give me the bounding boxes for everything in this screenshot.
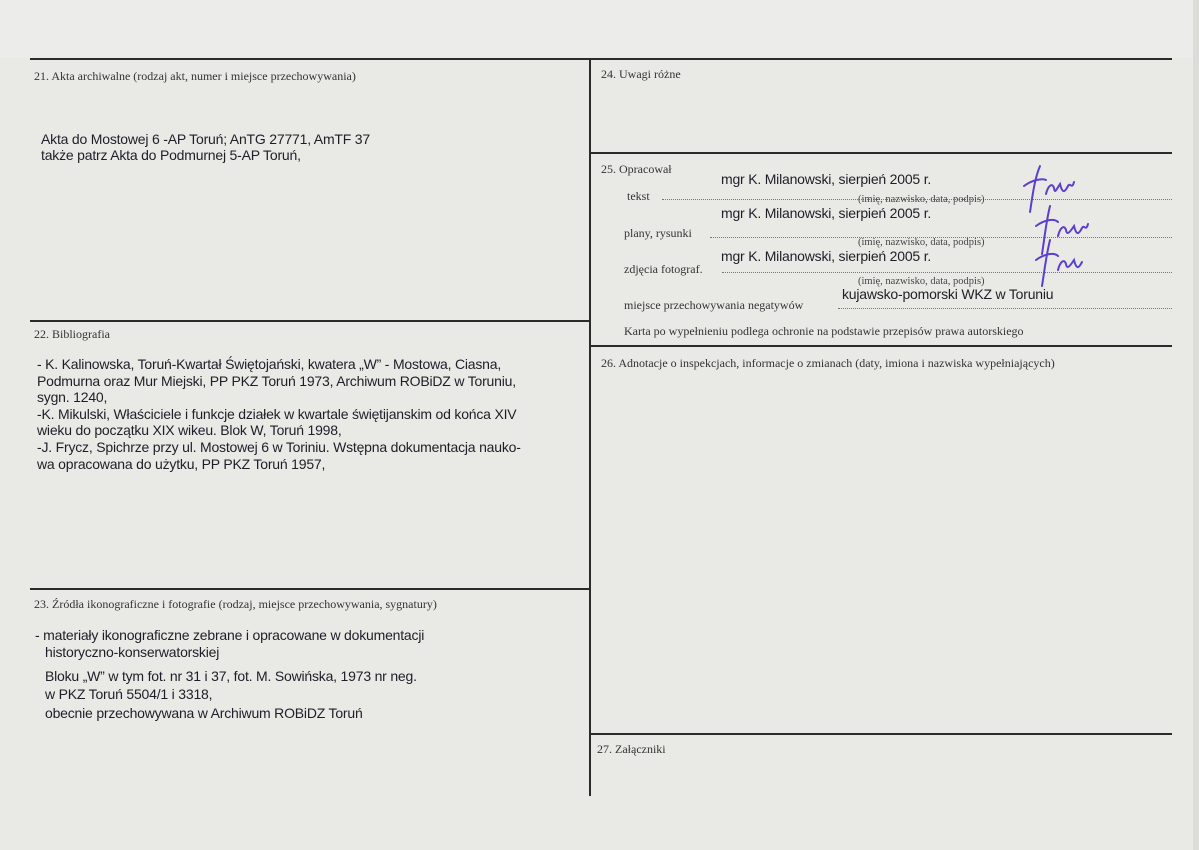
row-zdjecia-label: zdjęcia fotograf. [624, 262, 703, 276]
row-tekst-value: mgr K. Milanowski, sierpień 2005 r. [721, 171, 932, 187]
signature-mark-3 [1028, 236, 1100, 288]
section-23-line-1: - materiały ikonograficzne zebrane i opracowane w dokumentacji [35, 627, 425, 643]
row-zdjecia-line [722, 272, 1172, 273]
negatives-line [838, 308, 1172, 309]
section-25-header: 25. Opracował [601, 162, 672, 176]
section-22-header: 22. Bibliografia [34, 327, 110, 341]
rule-right-26 [590, 345, 1172, 347]
rule-left-23 [30, 588, 590, 590]
section-21-header: 21. Akta archiwalne (rodzaj akt, numer i miejsce przechowywania) [34, 69, 356, 83]
section-21-line-1: Akta do Mostowej 6 -AP Toruń; AnTG 27771, AmTF 37 [41, 131, 370, 147]
negatives-label: miejsce przechowywania negatywów [624, 298, 804, 312]
row-plany-hint: (imię, nazwisko, data, podpis) [858, 237, 985, 248]
section-22-line-1: - K. Kalinowska, Toruń-Kwartał Świętojański, kwatera „W” - Mostowa, Ciasna, [37, 356, 502, 372]
section-22-line-3: sygn. 1240, [37, 389, 108, 405]
rule-right-25 [590, 152, 1172, 154]
section-23-line-3: Bloku „W” w tym fot. nr 31 i 37, fot. M. Sowińska, 1973 nr neg. [45, 668, 417, 684]
negatives-value: kujawsko-pomorski WKZ w Toruniu [842, 286, 1054, 302]
section-21-line-2: także patrz Akta do Podmurnej 5-AP Toruń, [41, 147, 301, 163]
row-zdjecia-value: mgr K. Milanowski, sierpień 2005 r. [721, 248, 932, 264]
rule-right-27 [590, 733, 1172, 735]
paper-edge-shade [1193, 0, 1199, 850]
section-23-line-5: obecnie przechowywana w Archiwum ROBiDZ Toruń [45, 705, 363, 721]
section-27-header: 27. Załączniki [597, 742, 666, 756]
rule-center-vertical [589, 58, 591, 796]
section-22-line-5: wieku do początku XIX wikeu. Blok W, Toruń 1998, [37, 422, 342, 438]
section-24-header: 24. Uwagi różne [601, 67, 681, 81]
row-plany-label: plany, rysunki [624, 226, 692, 240]
section-26-header: 26. Adnotacje o inspekcjach, informacje o zmianach (daty, imiona i nazwiska wypełniających) [601, 356, 1055, 370]
section-22-line-4: -K. Mikulski, Właściciele i funkcje działek w kwartale świętijanskim od końca XIV [37, 406, 517, 422]
rule-left-22 [30, 320, 590, 322]
protection-note: Karta po wypełnieniu podlega ochronie na podstawie przepisów prawa autorskiego [624, 324, 1024, 338]
section-23-line-4: w PKZ Toruń 5504/1 i 3318, [45, 686, 213, 702]
row-zdjecia-hint: (imię, nazwisko, data, podpis) [858, 276, 985, 287]
rule-top [30, 58, 1172, 60]
section-23-header: 23. Źródła ikonograficzne i fotografie (rodzaj, miejsce przechowywania, sygnatury) [34, 597, 437, 611]
section-22-line-2: Podmurna oraz Mur Miejski, PP PKZ Toruń 1973, Archiwum ROBiDZ w Toruniu, [37, 373, 516, 389]
row-tekst-hint: (imię, nazwisko, data, podpis) [858, 194, 985, 205]
paper-top-margin [0, 0, 1199, 58]
section-23-line-2: historyczno-konserwatorskiej [45, 644, 220, 660]
row-plany-value: mgr K. Milanowski, sierpień 2005 r. [721, 205, 932, 221]
section-22-line-6: -J. Frycz, Spichrze przy ul. Mostowej 6 w Toriniu. Wstępna dokumentacja nauko- [37, 439, 521, 455]
section-22-line-7: wa opracowana do użytku, PP PKZ Toruń 1957, [37, 456, 326, 472]
row-tekst-label: tekst [627, 189, 650, 203]
